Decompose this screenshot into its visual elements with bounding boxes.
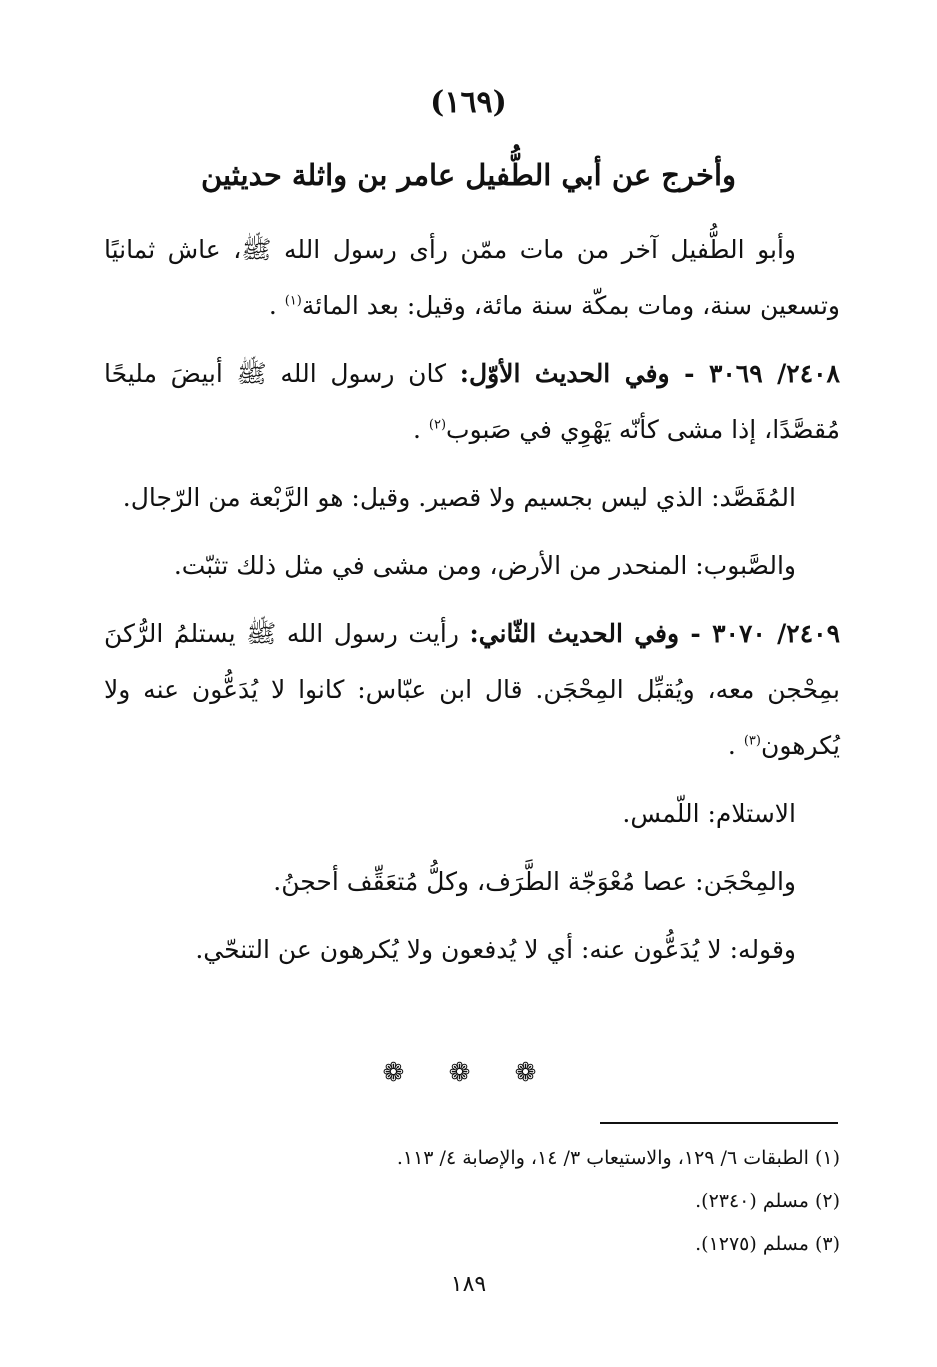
intro-end: . — [268, 291, 285, 320]
footnote-3: (٣) مسلم (١٢٧٥). — [695, 1233, 840, 1255]
hadith-1-end: . — [413, 415, 429, 444]
gloss-muqassad: المُقَصَّد: الذي ليس بجسيم ولا قصير. وقيل: هو الرَّبْعة من الرّجال. — [122, 483, 796, 512]
footnotes — [104, 1137, 840, 1266]
footnote-1: (١) الطبقات ٦/ ١٢٩، والاستيعاب ٣/ ١٤، والإصابة ٤/ ١١٣. — [396, 1147, 840, 1169]
hadith-1-text: كان رسول الله ﷺ أبيضَ مليحًا مُقصَّدًا، إذا مشى كأنّه يَهْوِي في صَبوب — [104, 359, 840, 444]
hadith-2-text: رأيت رسول الله ﷺ يستلمُ الرُّكنَ بمِحْجن معه، ويُقبِّل المِحْجَن. قال ابن عبّاس: كانوا لا يُدَعُّون عنه ولا يُكرهون — [104, 619, 840, 760]
hadith-2-end: . — [727, 731, 744, 760]
footnote-marker-3: (٣) — [743, 733, 761, 749]
page-number: ١٨٩ — [450, 1272, 487, 1297]
footnote-divider — [600, 1122, 838, 1124]
hadith-2-paragraph — [104, 606, 840, 774]
hadith-2-lead: ٢٤٠٩/ ٣٠٧٠ - وفي الحديث الثّاني: — [469, 619, 840, 648]
footnote-2: (٢) مسلم (٢٣٤٠). — [695, 1190, 840, 1212]
hadith-1-paragraph — [104, 346, 840, 458]
footnote-marker-2: (٢) — [428, 417, 447, 433]
section-number: (١٦٩) — [430, 85, 507, 120]
intro-text: وأبو الطُّفيل آخر من مات ممّن رأى رسول الله ﷺ، عاش ثمانيًا وتسعين سنة، ومات بمكّة سنة مائة، وقيل: بعد المائة — [104, 235, 840, 320]
section-title: وأخرج عن أبي الطُّفيل عامر بن واثلة حديثين — [200, 158, 737, 192]
main-text — [104, 222, 840, 990]
gloss-istilam: الاستلام: اللّمس. — [622, 799, 796, 828]
gloss-yudaoon: وقوله: لا يُدَعُّون عنه: أي لا يُدفعون ولا يُكرهون عن التنحّي. — [195, 935, 796, 964]
gloss-sabub: والصَّبوب: المنحدر من الأرض، ومن مشى في مثل ذلك تثبّت. — [173, 551, 796, 580]
hadith-1-lead: ٢٤٠٨/ ٣٠٦٩ - وفي الحديث الأوّل: — [459, 359, 840, 388]
section-ornament: ❁ ❁ ❁ — [382, 1058, 555, 1088]
footnote-marker-1: (١) — [284, 293, 302, 309]
intro-paragraph — [104, 222, 840, 334]
gloss-mihjan: والمِحْجَن: عصا مُعْوَجّة الطَّرَف، وكلُّ مُتعَقِّف أحجنُ. — [273, 867, 796, 896]
